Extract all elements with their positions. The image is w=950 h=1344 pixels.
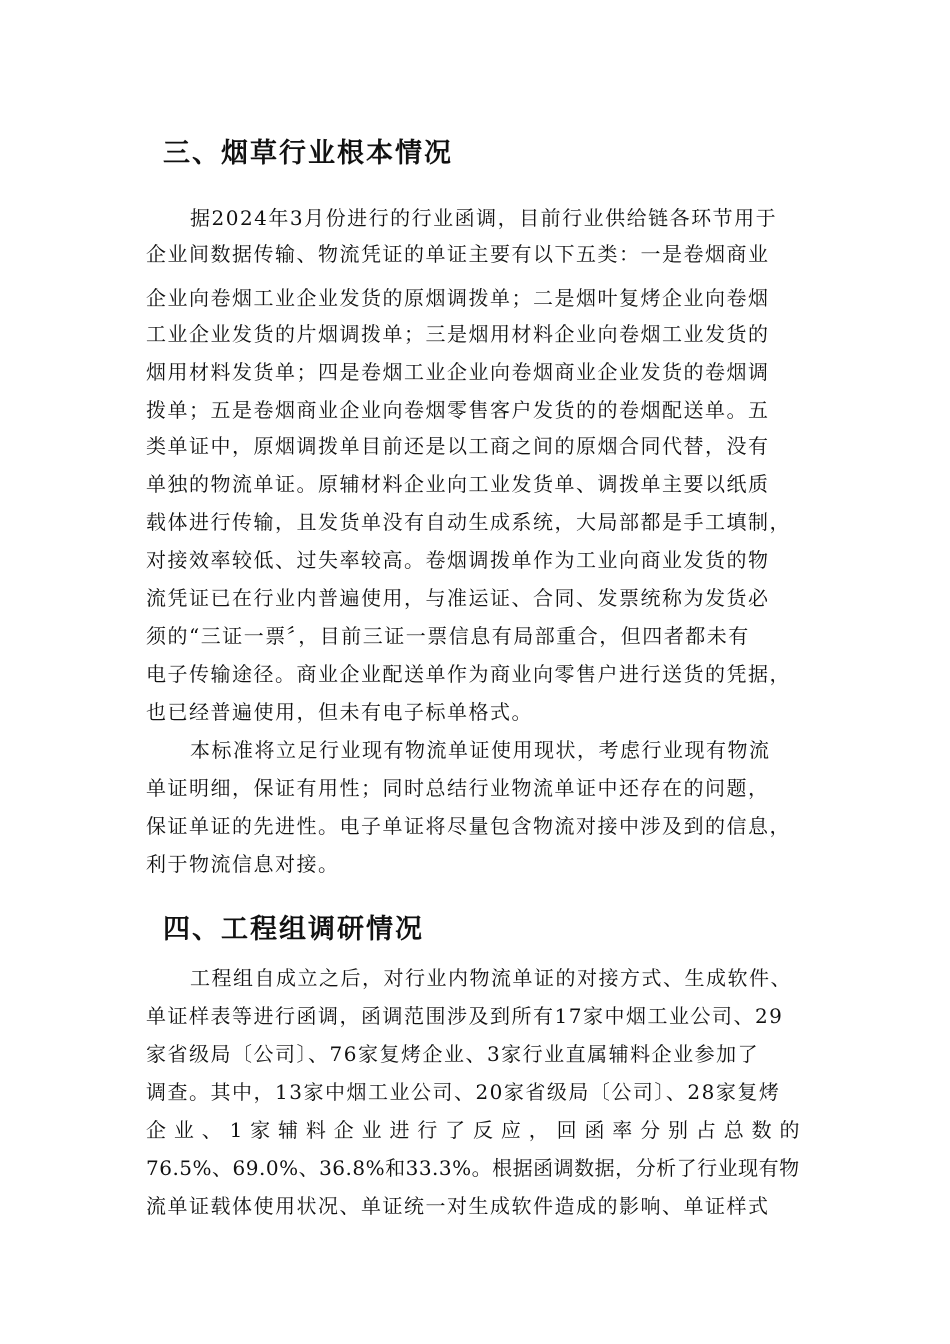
- paragraph-line: 利于物流信息对接。: [146, 852, 340, 876]
- paragraph-line: 载体进行传输，且发货单没有自动生成系统，大局部都是手工填制，: [146, 510, 791, 534]
- paragraph-line: 对接效率较低、过失率较高。卷烟调拨单作为工业向商业发货的物: [146, 548, 770, 572]
- paragraph-line: 流凭证已在行业内普遍使用，与准运证、合同、发票统称为发货必: [146, 586, 770, 610]
- paragraph-line: 本标准将立足行业现有物流单证使用现状，考虑行业现有物流: [190, 738, 771, 762]
- paragraph-line: 企业间数据传输、物流凭证的单证主要有以下五类：一是卷烟商业: [146, 242, 770, 266]
- paragraph-line: 工业企业发货的片烟调拨单；三是烟用材料企业向卷烟工业发货的: [146, 322, 770, 346]
- paragraph-line: 电子传输途径。商业企业配送单作为商业向零售户进行送货的凭据，: [146, 662, 791, 686]
- paragraph-line: 76.5%、69.0%、36.8%和33.3%。根据函调数据，分析了行业现有物: [146, 1156, 800, 1180]
- paragraph-line: 流单证载体使用状况、单证统一对生成软件造成的影响、单证样式: [146, 1194, 770, 1218]
- paragraph-line: 也已经普遍使用，但未有电子标单格式。: [146, 700, 533, 724]
- paragraph-line: 调查。其中，13家中烟工业公司、20家省级局〔公司〕、28家复烤: [146, 1080, 781, 1104]
- paragraph-line: 须的“三证一票〞，目前三证一票信息有局部重合，但四者都未有: [146, 624, 750, 648]
- paragraph-line: 家省级局〔公司〕、76家复烤企业、3家行业直属辅料企业参加了: [146, 1042, 760, 1066]
- section-heading-3: 三、烟草行业根本情况: [163, 138, 453, 169]
- paragraph-line: 保证单证的先进性。电子单证将尽量包含物流对接中涉及到的信息，: [146, 814, 791, 838]
- paragraph-line: 单证样表等进行函调，函调范围涉及到所有17家中烟工业公司、29: [146, 1004, 784, 1028]
- paragraph-line: 企 业 、 1 家 辅 料 企 业 进 行 了 反 应 ， 回 函 率 分 别 占 总 数 的: [146, 1118, 801, 1142]
- paragraph-line: 类单证中，原烟调拨单目前还是以工商之间的原烟合同代替，没有: [146, 434, 770, 458]
- paragraph-line: 工程组自成立之后，对行业内物流单证的对接方式、生成软件、: [190, 966, 792, 990]
- paragraph-line: 据2024年3月份进行的行业函调，目前行业供给链各环节用于: [190, 206, 778, 230]
- paragraph-line: 企业向卷烟工业企业发货的原烟调拨单；二是烟叶复烤企业向卷烟: [146, 286, 770, 310]
- paragraph-line: 拨单；五是卷烟商业企业向卷烟零售客户发货的的卷烟配送单。五: [146, 398, 770, 422]
- paragraph-line: 单独的物流单证。原辅材料企业向工业发货单、调拨单主要以纸质: [146, 472, 770, 496]
- paragraph-line: 烟用材料发货单；四是卷烟工业企业向卷烟商业企业发货的卷烟调: [146, 360, 770, 384]
- paragraph-line: 单证明细，保证有用性；同时总结行业物流单证中还存在的问题，: [146, 776, 770, 800]
- section-heading-4: 四、工程组调研情况: [163, 914, 424, 945]
